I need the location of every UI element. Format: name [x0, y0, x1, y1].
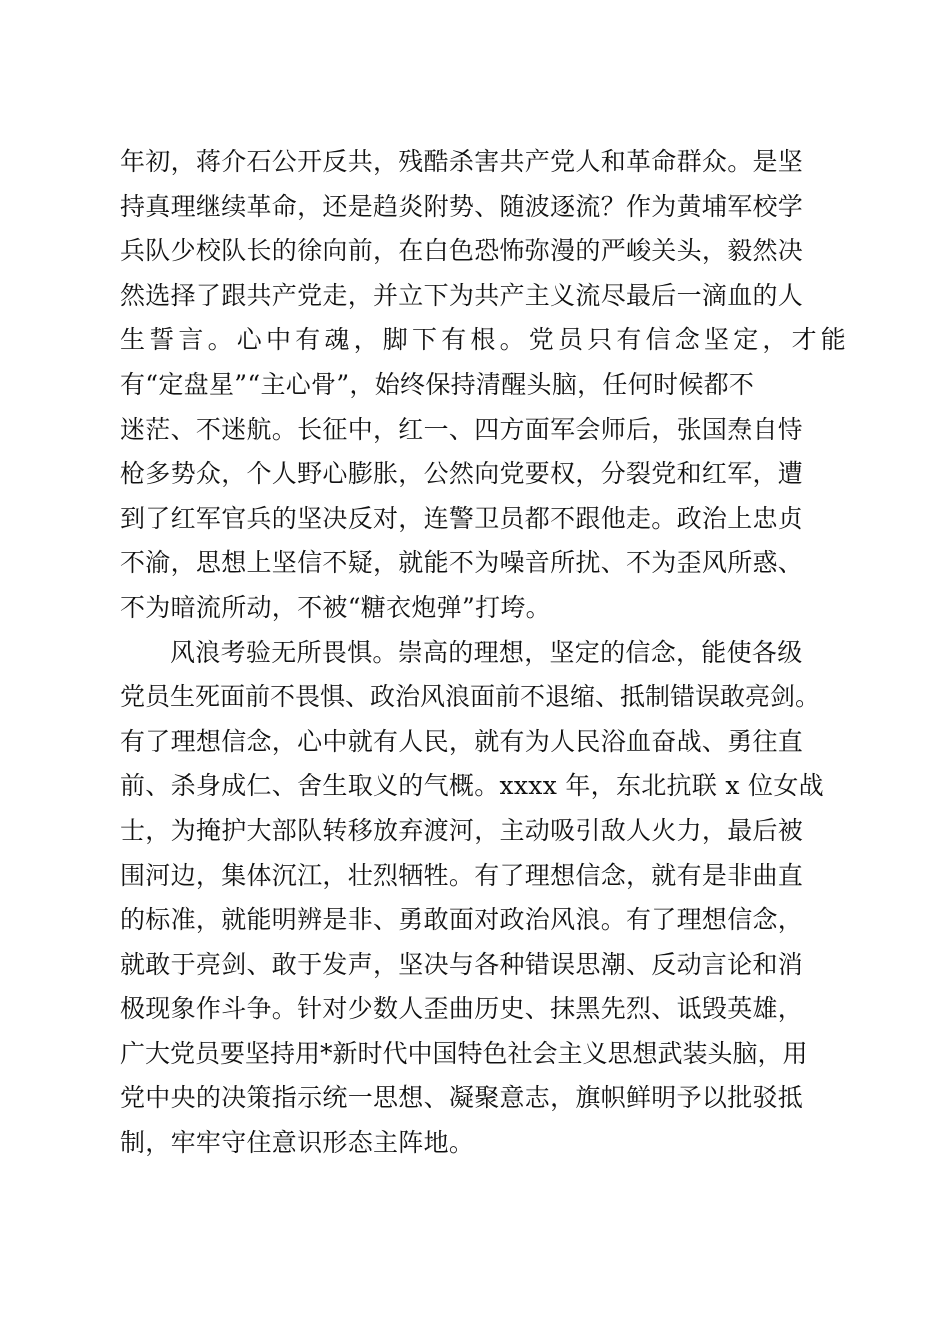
- paragraph-line: 迷茫、不迷航。长征中，红一、四方面军会师后，张国焘自恃: [120, 414, 804, 444]
- paragraph-line: 极现象作斗争。针对少数人歪曲历史、抹黑先烈、诋毁英雄，: [120, 994, 804, 1024]
- document-body: [120, 140, 851, 1166]
- paragraph-line: 就敢于亮剑、敢于发声，坚决与各种错误思潮、反动言论和消: [120, 949, 804, 979]
- paragraph-line: 制，牢牢守住意识形态主阵地。: [120, 1128, 475, 1158]
- paragraph-line: 前、杀身成仁、舍生取义的气概。xxxx 年，东北抗联 x 位女战: [120, 771, 824, 801]
- paragraph-line: 有了理想信念，心中就有人民，就有为人民浴血奋战、勇往直: [120, 726, 804, 756]
- paragraph-line: 到了红军官兵的坚决反对，连警卫员都不跟他走。政治上忠贞: [120, 503, 804, 533]
- paragraph-line: 党员生死面前不畏惧、政治风浪面前不退缩、抵制错误敢亮剑。: [120, 682, 821, 712]
- paragraph-1: [120, 140, 851, 631]
- paragraph-2: [120, 631, 840, 1166]
- paragraph-line: 有“定盘星”“主心骨”，始终保持清醒头脑，任何时候都不: [120, 369, 755, 399]
- paragraph-line: 兵队少校队长的徐向前，在白色恐怖弥漫的严峻关头，毅然决: [120, 236, 804, 266]
- paragraph-line: 广大党员要坚持用*新时代中国特色社会主义思想武装头脑，用: [120, 1038, 808, 1068]
- paragraph-line: 枪多势众，个人野心膨胀，公然向党要权，分裂党和红军，遭: [120, 459, 804, 489]
- paragraph-line: 围河边，集体沉江，壮烈牺牲。有了理想信念，就有是非曲直: [120, 860, 804, 890]
- paragraph-line: 不渝，思想上坚信不疑，就能不为噪音所扰、不为歪风所惑、: [120, 548, 804, 578]
- paragraph-line: 士，为掩护大部队转移放弃渡河，主动吸引敌人火力，最后被: [120, 815, 804, 845]
- paragraph-line: 党中央的决策指示统一思想、凝聚意志，旗帜鲜明予以批驳抵: [120, 1083, 804, 1113]
- paragraph-line: 生誓言。心中有魂，脚下有根。党员只有信念坚定，才能: [120, 325, 851, 355]
- paragraph-line: 持真理继续革命，还是趋炎附势、随波逐流？作为黄埔军校学: [120, 191, 804, 221]
- paragraph-line: 风浪考验无所畏惧。崇高的理想，坚定的信念，能使各级: [170, 637, 803, 667]
- paragraph-line: 年初，蒋介石公开反共，残酷杀害共产党人和革命群众。是坚: [120, 147, 804, 176]
- paragraph-line: 的标准，就能明辨是非、勇敢面对政治风浪。有了理想信念，: [120, 905, 804, 935]
- paragraph-line: 不为暗流所动，不被“糖衣炮弹”打垮。: [120, 592, 551, 622]
- paragraph-line: 然选择了跟共产党走，并立下为共产主义流尽最后一滴血的人: [120, 280, 804, 310]
